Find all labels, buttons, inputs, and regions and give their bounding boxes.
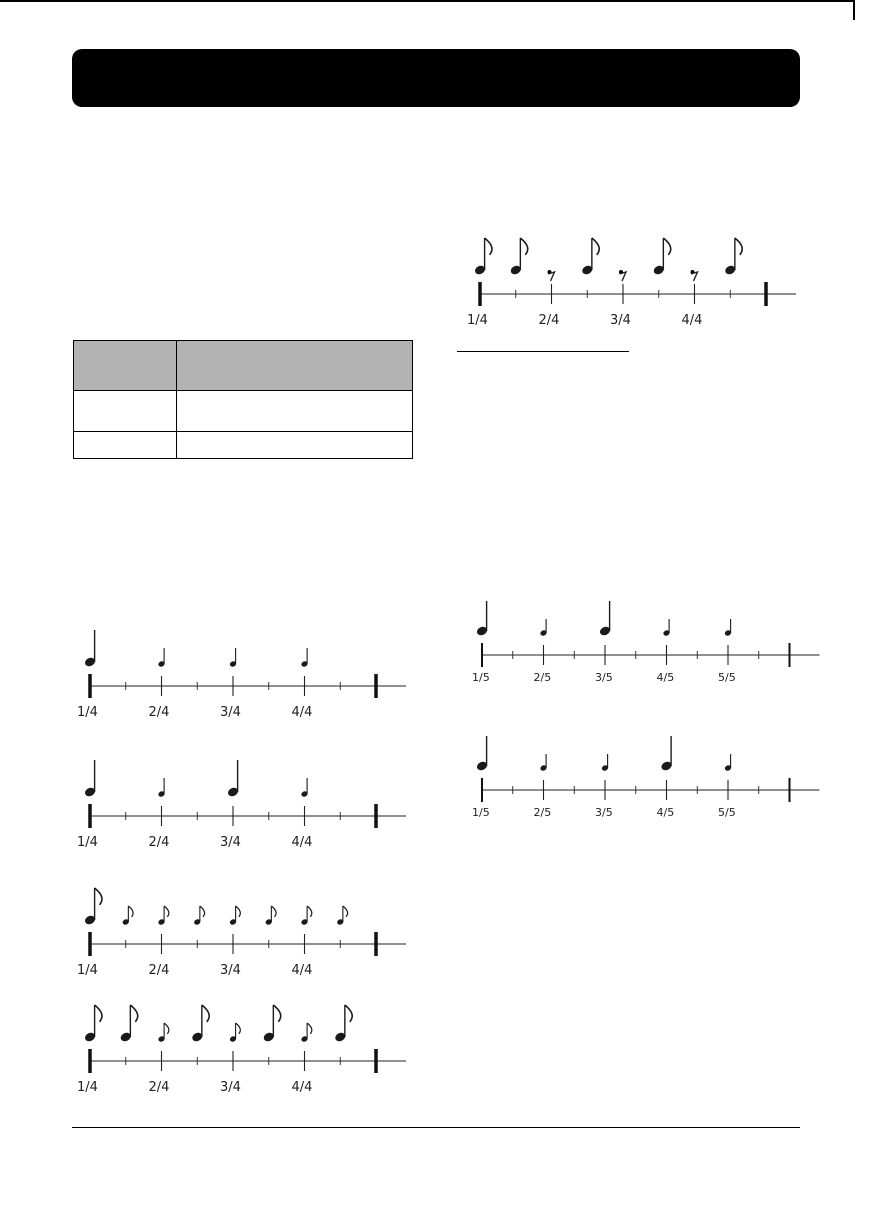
- top-rule-line: [0, 0, 854, 2]
- quarter-note-icon: [601, 754, 609, 772]
- beat-label: 1/4: [77, 835, 98, 850]
- eighth-note-icon: [474, 238, 492, 276]
- beat-label: 3/4: [220, 1080, 241, 1095]
- beat-label: 4/5: [656, 806, 675, 819]
- beat-label: 2/4: [148, 963, 170, 978]
- table-row: [74, 391, 413, 432]
- table-header-cell: [74, 341, 177, 391]
- beat-label: 3/4: [220, 835, 241, 850]
- beat-label: 3/4: [610, 313, 631, 328]
- beat-label: 2/4: [538, 313, 560, 328]
- table-cell: [74, 432, 177, 459]
- beat-label: 2/5: [533, 671, 552, 684]
- note-flag: [273, 1005, 280, 1022]
- eighth-note-icon: [334, 1005, 352, 1043]
- note-flag: [345, 1005, 352, 1022]
- note-flag: [735, 238, 742, 255]
- eighth-rest-icon: [619, 270, 626, 281]
- eighth-note-icon: [84, 888, 102, 926]
- eighth-note-icon: [158, 906, 169, 926]
- section-underline: [457, 351, 629, 352]
- note-flag: [128, 906, 133, 917]
- rest-stroke: [691, 272, 698, 281]
- eighth-note-icon: [301, 1023, 312, 1043]
- quarter-note-icon: [84, 760, 97, 798]
- note-flag: [663, 238, 670, 255]
- beat-label: 4/4: [291, 705, 313, 720]
- eighth-note-icon: [509, 238, 527, 276]
- quarter-note-icon: [476, 736, 489, 772]
- note-flag: [307, 906, 312, 917]
- eighth-note-icon: [229, 1023, 240, 1043]
- eighth-note-icon: [84, 1005, 102, 1043]
- eighth-note-icon: [265, 906, 276, 926]
- note-flag: [236, 1023, 241, 1034]
- table-row: [74, 432, 413, 459]
- rhythm-diagram: [70, 878, 415, 978]
- beat-label: 2/4: [148, 1080, 170, 1095]
- eighth-note-icon: [122, 906, 133, 926]
- quarter-note-icon: [724, 754, 732, 772]
- eighth-note-icon: [158, 1023, 169, 1043]
- eighth-note-icon: [724, 238, 742, 276]
- beat-label: 1/4: [77, 705, 98, 720]
- rhythm-diagram: [70, 995, 415, 1100]
- rest-stroke: [548, 272, 555, 281]
- beat-label: 2/5: [533, 806, 552, 819]
- note-flag: [202, 1005, 209, 1022]
- rhythm-diagram: [460, 600, 805, 690]
- quarter-note-icon: [599, 601, 612, 637]
- quarter-note-icon: [158, 778, 166, 798]
- note-flag: [95, 888, 102, 905]
- quarter-note-icon: [301, 648, 309, 668]
- rhythm-diagram: [460, 228, 805, 328]
- quarter-note-icon: [660, 736, 673, 772]
- beat-label: 4/4: [291, 963, 313, 978]
- note-flag: [343, 906, 348, 917]
- beat-label: 1/5: [472, 806, 490, 819]
- beat-label: 4/4: [291, 835, 313, 850]
- eighth-rest-icon: [548, 270, 555, 281]
- beat-label: 3/5: [595, 671, 613, 684]
- quarter-note-icon: [158, 648, 166, 668]
- beat-label: 5/5: [718, 806, 736, 819]
- beat-label: 1/4: [77, 1080, 98, 1095]
- note-flag: [236, 906, 241, 917]
- note-flag: [307, 1023, 312, 1034]
- eighth-note-icon: [262, 1005, 280, 1043]
- note-flag: [271, 906, 276, 917]
- eighth-note-icon: [193, 906, 204, 926]
- beat-label: 3/5: [595, 806, 613, 819]
- top-corner-rule: [0, 0, 872, 4]
- eighth-note-icon: [119, 1005, 137, 1043]
- eighth-note-icon: [229, 906, 240, 926]
- settings-table: [73, 340, 413, 459]
- beat-label: 1/4: [467, 313, 488, 328]
- beat-label: 3/4: [220, 705, 241, 720]
- quarter-note-icon: [724, 619, 732, 637]
- quarter-note-icon: [84, 630, 97, 668]
- quarter-note-icon: [540, 619, 548, 637]
- beat-label: 1/4: [77, 963, 98, 978]
- beat-label: 2/4: [148, 705, 170, 720]
- note-flag: [520, 238, 527, 255]
- table-cell: [177, 432, 413, 459]
- rhythm-diagram: [70, 750, 415, 855]
- eighth-note-icon: [336, 906, 347, 926]
- note-flag: [200, 906, 205, 917]
- rhythm-diagram: [460, 735, 805, 825]
- note-flag: [485, 238, 492, 255]
- eighth-note-icon: [301, 906, 312, 926]
- note-flag: [130, 1005, 137, 1022]
- quarter-note-icon: [229, 648, 237, 668]
- eighth-note-icon: [191, 1005, 209, 1043]
- rhythm-diagram: [70, 620, 415, 725]
- top-rule-tick: [853, 0, 855, 20]
- eighth-note-icon: [652, 238, 670, 276]
- note-flag: [95, 1005, 102, 1022]
- beat-label: 3/4: [220, 963, 241, 978]
- beat-label: 4/4: [291, 1080, 313, 1095]
- eighth-rest-icon: [691, 270, 698, 281]
- table-cell: [74, 391, 177, 432]
- footer-rule: [72, 1127, 800, 1128]
- quarter-note-icon: [301, 778, 309, 798]
- note-flag: [164, 1023, 169, 1034]
- table-cell: [177, 391, 413, 432]
- quarter-note-icon: [476, 601, 489, 637]
- note-flag: [164, 906, 169, 917]
- beat-label: 2/4: [148, 835, 170, 850]
- quarter-note-icon: [540, 754, 548, 772]
- beat-label: 1/5: [472, 671, 490, 684]
- rest-stroke: [620, 272, 627, 281]
- quarter-note-icon: [227, 760, 240, 798]
- beat-label: 5/5: [718, 671, 736, 684]
- quarter-note-icon: [663, 619, 671, 637]
- beat-label: 4/5: [656, 671, 675, 684]
- table-header-cell: [177, 341, 413, 391]
- table-header-row: [74, 341, 413, 391]
- section-header-bar: [72, 49, 800, 107]
- eighth-note-icon: [581, 238, 599, 276]
- beat-label: 4/4: [681, 313, 703, 328]
- note-flag: [592, 238, 599, 255]
